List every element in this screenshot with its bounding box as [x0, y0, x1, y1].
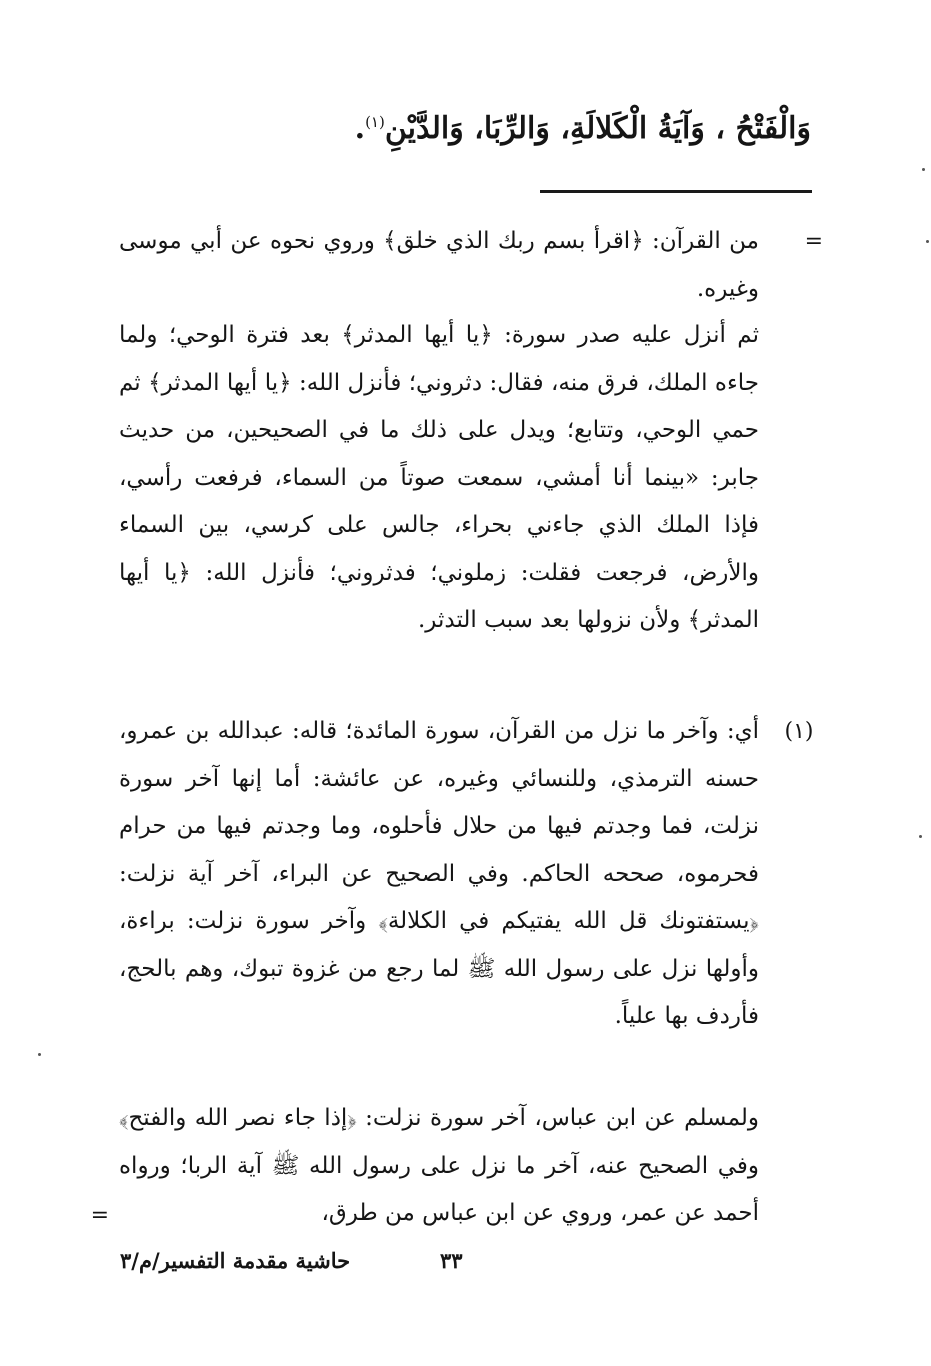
- main-text-end: .: [354, 111, 366, 146]
- final-note-paragraph: ولمسلم عن ابن عباس، آخر سورة نزلت: ﴿إذا جاء نصر الله والفتح﴾ وفي الصحيح عنه، آخر ما نزل على رسول الله ﷺ آية الربا؛ ورواه أحمد عن عمر، وروي عن ابن عباس من طرق،: [119, 1105, 759, 1226]
- paper-speck: [38, 1053, 41, 1056]
- footnote-number: (١): [784, 719, 814, 744]
- paper-speck: [919, 835, 922, 838]
- page-footer: [120, 1248, 760, 1288]
- paper-speck: [922, 168, 925, 171]
- footnote-separator-rule: [540, 190, 812, 193]
- continued-note-paragraph: من القرآن: ﴿اقرأ بسم ربك الذي خلق﴾ وروي نحوه عن أبي موسى وغيره.: [119, 228, 759, 302]
- footnote-reference: (١): [365, 113, 385, 131]
- main-text: وَالْفَتْحُ ، وَآيَةُ الْكَلالَةِ، وَالرِّبَا، وَالدَّيْنِ: [384, 111, 811, 146]
- paper-speck: [926, 240, 929, 243]
- continuation-marker: =: [804, 229, 823, 254]
- printer-signature: حاشية مقدمة التفسير/م/٣: [120, 1248, 351, 1273]
- note-paragraph: ثم أنزل عليه صدر سورة: ﴿يا أيها المدثر﴾ بعد فترة الوحي؛ ولما جاءه الملك، فرق منه، فقال: دثروني؛ فأنزل الله: ﴿يا أيها المدثر﴾ ثم حمي الوحي، وتتابع؛ ويدل على ذلك ما في الصحيحين، من حديث جابر: «بينما أنا أمشي، سمعت صوتاً من السماء، فرفعت رأسي، فإذا الملك الذي جاءني بحراء، جالس على كرسي، بين السماء والأرض، فرجعت فقلت: زملوني؛ فدثروني؛ فأنزل الله: ﴿يا أيها المدثر﴾ ولأن نزولها بعد سبب التدثر.: [119, 322, 759, 633]
- continuation-end-marker: =: [90, 1203, 109, 1228]
- page-number: ٣٣: [440, 1248, 463, 1273]
- footnote-paragraph: أي: وآخر ما نزل من القرآن، سورة المائدة؛ قاله: عبدالله بن عمرو، حسنه الترمذي، وللنسائي وغيره، عن عائشة: أما إنها آخر سورة نزلت، فما وجدتم فيها من حلال فأحلوه، وما وجدتم فيها من حرام فحرموه، صححه الحاكم. وفي الصحيح عن البراء، آخر آية نزلت: ﴿يستفتونك قل الله يفتيكم في الكلالة﴾ وآخر سورة نزلت: براءة، وأولها نزل على رسول الله ﷺ لما رجع من غزوة تبوك، وهم بالحج، فأردف بها علياً.: [119, 718, 759, 1029]
- main-text-line: [111, 92, 811, 159]
